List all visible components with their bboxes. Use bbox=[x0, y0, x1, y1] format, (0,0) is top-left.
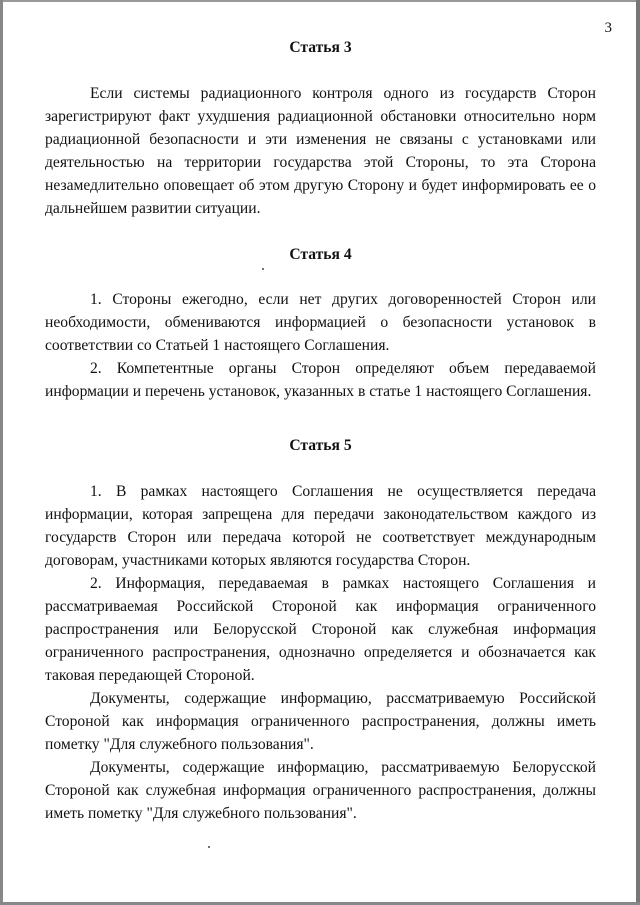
article-3 bbox=[45, 36, 596, 220]
article-4-paragraph-1: 1. Стороны ежегодно, если нет других договоренностей Сторон или необходимости, обмениваются информацией о безопасности установок в соответствии со Статьей 1 настоящего Соглашения. bbox=[45, 291, 596, 354]
page-number: 3 bbox=[604, 20, 612, 36]
scan-speck bbox=[262, 268, 264, 270]
scan-edge-right bbox=[636, 0, 640, 905]
article-4 bbox=[45, 243, 596, 403]
article-3-heading: Статья 3 bbox=[289, 39, 352, 56]
scan-edge-left bbox=[0, 0, 3, 905]
article-4-heading: Статья 4 bbox=[289, 246, 352, 263]
article-5 bbox=[45, 434, 596, 825]
article-5-paragraph-3: Документы, содержащие информацию, рассматриваемую Российской Стороной как информация ограниченного распространения, должны иметь пометку "Для служебного пользования". bbox=[45, 690, 596, 753]
article-5-paragraph-4: Документы, содержащие информацию, рассматриваемую Белорусской Стороной как служебная информация ограниченного распространения, должны иметь пометку "Для служебного пользования". bbox=[45, 759, 596, 822]
article-4-paragraph-2: 2. Компетентные органы Сторон определяют объем передаваемой информации и перечень установок, указанных в статье 1 настоящего Соглашения. bbox=[45, 360, 596, 400]
article-5-paragraph-2: 2. Информация, передаваемая в рамках настоящего Соглашения и рассматриваемая Российской Стороной как информация ограниченного распространения или Белорусской Стороной как служебная информация ограниченного распространения, однозначно определяется и обозначается как таковая передающей Стороной. bbox=[45, 575, 596, 684]
article-3-paragraph-1: Если системы радиационного контроля одного из государств Сторон зарегистрируют факт ухудшения радиационной обстановки относительно норм радиационной безопасности и эти изменения не связаны с установками или деятельностью на территории государства этой Стороны, то эта Сторона незамедлительно оповещает об этом другую Сторону и будет информировать ее о дальнейшем развитии ситуации. bbox=[45, 85, 596, 217]
document-body bbox=[45, 36, 596, 825]
scan-edge-top bbox=[0, 0, 640, 2]
article-5-heading: Статья 5 bbox=[289, 437, 352, 454]
scan-speck bbox=[208, 846, 210, 848]
article-5-paragraph-1: 1. В рамках настоящего Соглашения не осуществляется передача информации, которая запрещена для передачи законодательством каждого из государств Сторон или передача которой не соответствует международным договорам, участниками которых являются государства Сторон. bbox=[45, 483, 596, 569]
